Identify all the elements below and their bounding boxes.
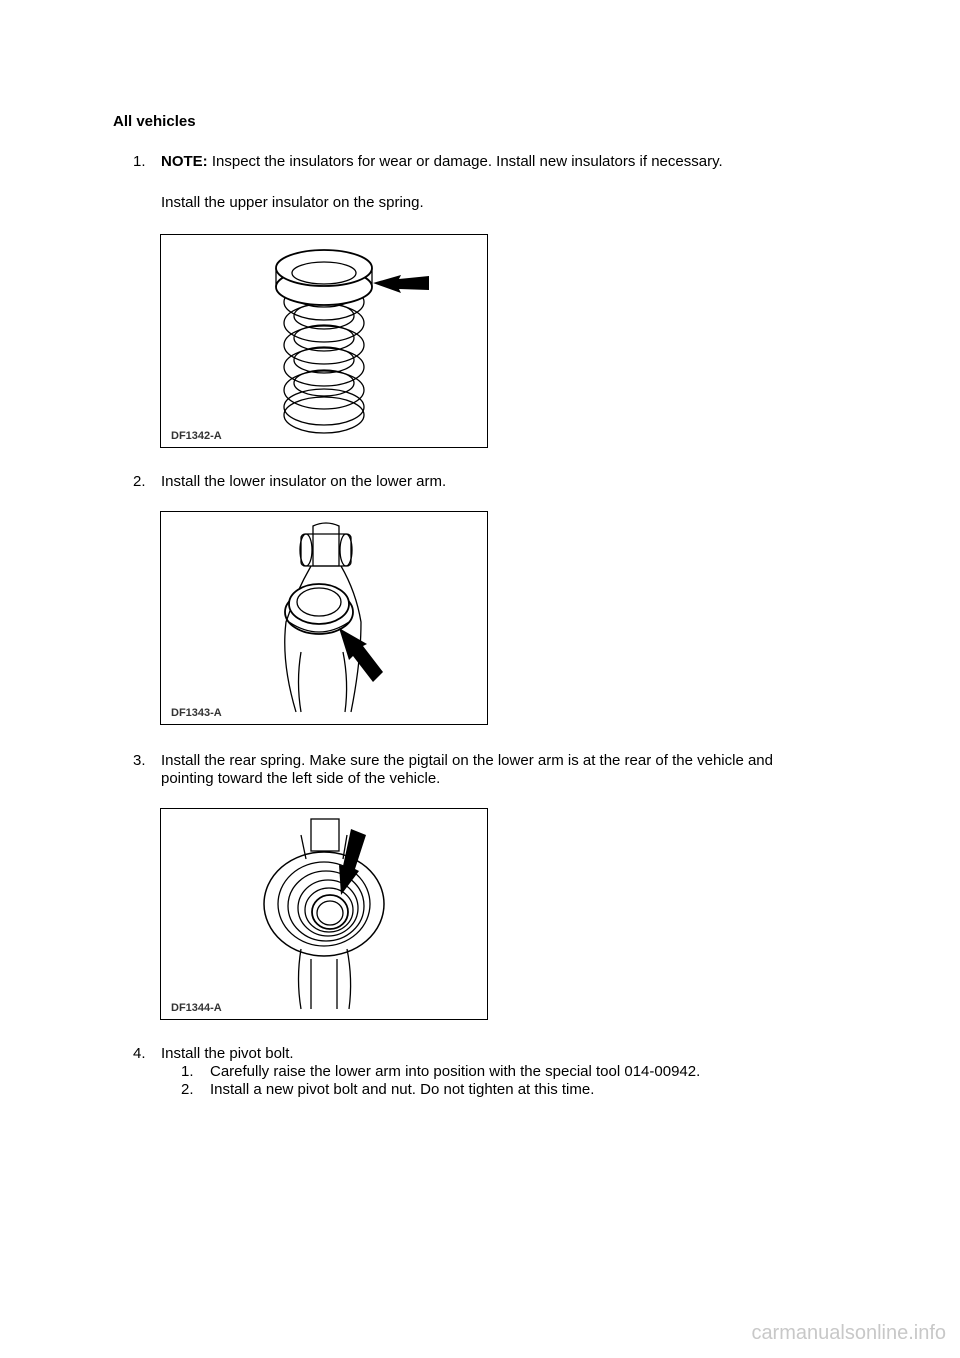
step-2-number: 2. <box>133 473 146 490</box>
substep-2-number: 2. <box>181 1081 194 1098</box>
note-text: Inspect the insulators for wear or damage. Install new insulators if necessary. <box>207 153 723 170</box>
figure-rear-spring <box>160 808 488 1020</box>
step-1-text: Install the upper insulator on the spring. <box>161 194 424 211</box>
substep-2-text: Install a new pivot bolt and nut. Do not tighten at this time. <box>210 1081 595 1098</box>
step-3-number: 3. <box>133 752 146 769</box>
note-label: NOTE: <box>161 153 208 170</box>
figure-code: DF1344-A <box>171 1002 222 1014</box>
section-heading: All vehicles <box>113 113 196 130</box>
substep-1-text: Carefully raise the lower arm into position with the special tool 014-00942. <box>210 1063 701 1080</box>
figure-lower-insulator <box>160 511 488 725</box>
step-3-text-line2: pointing toward the left side of the vehicle. <box>161 770 441 787</box>
figure-upper-insulator <box>160 234 488 448</box>
lower-arm-illustration <box>161 512 488 725</box>
footer-watermark: carmanualsonline.info <box>751 1322 946 1344</box>
step-4-number: 4. <box>133 1045 146 1062</box>
step-3-text-line1: Install the rear spring. Make sure the pigtail on the lower arm is at the rear of the vehicle and <box>161 752 773 769</box>
step-2-text: Install the lower insulator on the lower arm. <box>161 473 447 490</box>
spring-illustration <box>161 235 488 448</box>
step-4-text: Install the pivot bolt. <box>161 1045 294 1062</box>
rear-spring-illustration <box>161 809 488 1020</box>
figure-code: DF1343-A <box>171 707 222 719</box>
step-1-number: 1. <box>133 153 146 170</box>
figure-code: DF1342-A <box>171 430 222 442</box>
step-1-note <box>161 153 723 171</box>
substep-1-number: 1. <box>181 1063 194 1080</box>
